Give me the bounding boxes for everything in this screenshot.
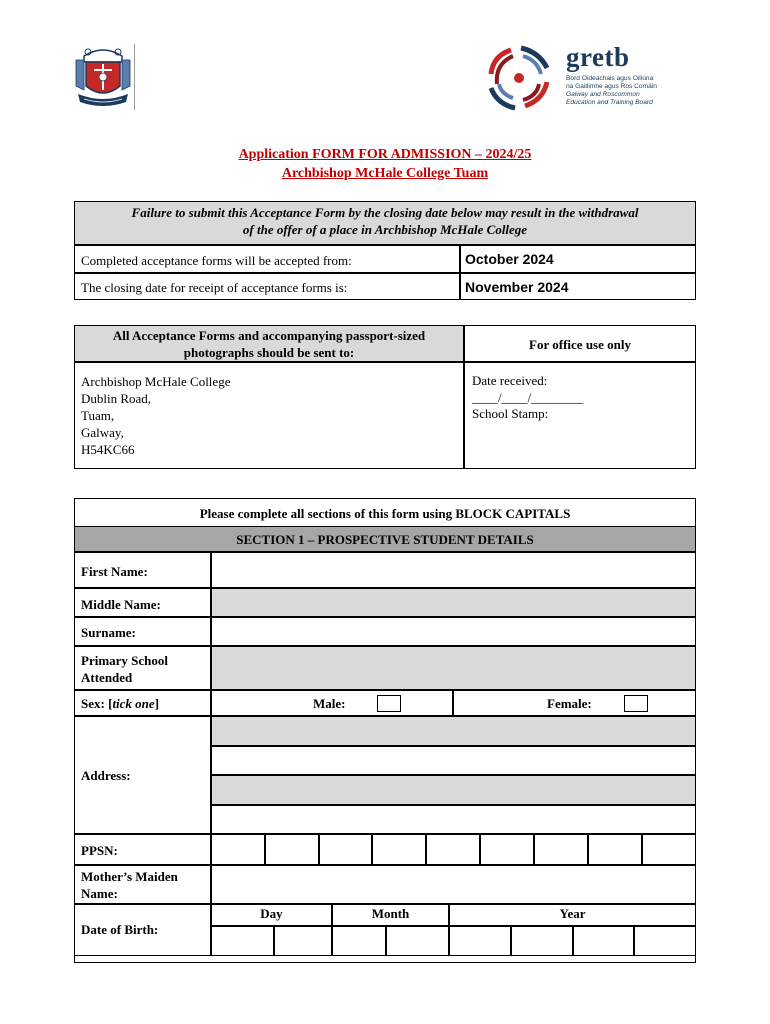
female-label: Female:	[547, 696, 592, 711]
send-to-heading-line-1: All Acceptance Forms and accompanying passport-sized	[112, 328, 426, 343]
ppsn-box-9[interactable]	[642, 834, 696, 865]
surname-field[interactable]	[211, 617, 696, 646]
dob-year-digit-3[interactable]	[573, 926, 634, 956]
closing-date-label: The closing date for receipt of acceptance forms is:	[81, 280, 348, 295]
ppsn-box-7[interactable]	[534, 834, 588, 865]
form-title: Application FORM FOR ADMISSION – 2024/25	[238, 147, 532, 162]
send-to-heading-line-2: photographs should be sent to:	[183, 345, 355, 360]
male-label: Male:	[313, 696, 346, 711]
dob-year-label: Year	[559, 906, 586, 921]
logo-divider	[134, 44, 135, 110]
ppsn-box-4[interactable]	[372, 834, 426, 865]
ppsn-box-2[interactable]	[265, 834, 319, 865]
ppsn-box-3[interactable]	[319, 834, 372, 865]
dob-day-digit-1[interactable]	[211, 926, 274, 956]
maiden-name-label-2: Name:	[81, 886, 118, 901]
ppsn-box-1[interactable]	[211, 834, 265, 865]
ppsn-box-5[interactable]	[426, 834, 480, 865]
female-checkbox[interactable]	[624, 695, 648, 712]
address-line-5: H54KC66	[81, 442, 135, 457]
address-line-3: Tuam,	[81, 408, 115, 423]
office-heading: For office use only	[529, 337, 631, 352]
first-name-field[interactable]	[211, 552, 696, 588]
school-stamp-label: School Stamp:	[472, 406, 549, 421]
sex-label: Sex: [tick one]	[81, 696, 160, 711]
closing-date-value: November 2024	[465, 279, 569, 295]
date-received-label: Date received:	[472, 373, 548, 388]
warning-line-1: Failure to submit this Acceptance Form by the closing date below may result in the withdrawal	[131, 205, 639, 220]
dob-label: Date of Birth:	[81, 922, 159, 937]
address-line-4-field[interactable]	[211, 805, 696, 834]
middle-name-label: Middle Name:	[81, 597, 161, 612]
gretb-subtitle-irish-1: Bord Oideachais agus Oiliúna	[566, 75, 654, 82]
warning-line-2: of the offer of a place in Archbishop McHale College	[242, 222, 528, 237]
address-line-1: Archbishop McHale College	[81, 374, 231, 389]
address-line-2: Dublin Road,	[81, 391, 152, 406]
block-capitals-instruction: Please complete all sections of this form using BLOCK CAPITALS	[199, 506, 571, 521]
sex-hint: tick one	[112, 696, 155, 711]
dob-month-digit-1[interactable]	[332, 926, 386, 956]
college-crest-logo	[70, 42, 136, 112]
first-name-label: First Name:	[81, 564, 148, 579]
dob-month-label: Month	[371, 906, 410, 921]
dob-year-digit-1[interactable]	[449, 926, 511, 956]
primary-school-label-1: Primary School	[81, 653, 169, 668]
primary-school-field[interactable]	[211, 646, 696, 690]
address-line-1-field[interactable]	[211, 716, 696, 746]
maiden-name-label-1: Mother’s Maiden	[81, 869, 178, 884]
dob-year-digit-2[interactable]	[511, 926, 573, 956]
male-checkbox[interactable]	[377, 695, 401, 712]
ppsn-box-6[interactable]	[480, 834, 534, 865]
gretb-subtitle-english-1: Galway and Roscommon	[566, 91, 640, 98]
accepted-from-value: October 2024	[465, 251, 554, 267]
accepted-from-label: Completed acceptance forms will be accepted from:	[81, 253, 352, 268]
primary-school-label-2: Attended	[81, 670, 133, 685]
address-line-3-field[interactable]	[211, 775, 696, 805]
address-line-4: Galway,	[81, 425, 124, 440]
college-title: Archbishop McHale College Tuam	[281, 166, 489, 181]
gretb-subtitle-irish-2: na Gaillimhe agus Ros Comáin	[566, 83, 657, 90]
dob-day-digit-2[interactable]	[274, 926, 332, 956]
section-1-title: SECTION 1 – PROSPECTIVE STUDENT DETAILS	[236, 532, 534, 547]
maiden-name-field[interactable]	[211, 865, 696, 904]
surname-label: Surname:	[81, 625, 136, 640]
address-label: Address:	[81, 768, 131, 783]
dob-day-label: Day	[260, 906, 283, 921]
ppsn-label: PPSN:	[81, 843, 118, 858]
ppsn-box-8[interactable]	[588, 834, 642, 865]
gretb-wordmark: gretb	[566, 42, 630, 72]
address-line-2-field[interactable]	[211, 746, 696, 775]
gretb-subtitle-english-2: Education and Training Board	[566, 99, 653, 106]
dob-month-digit-2[interactable]	[386, 926, 449, 956]
dob-year-digit-4[interactable]	[634, 926, 696, 956]
middle-name-field[interactable]	[211, 588, 696, 617]
date-received-blank: ____/____/________	[472, 390, 584, 405]
sex-label-text: Sex:	[81, 696, 105, 711]
